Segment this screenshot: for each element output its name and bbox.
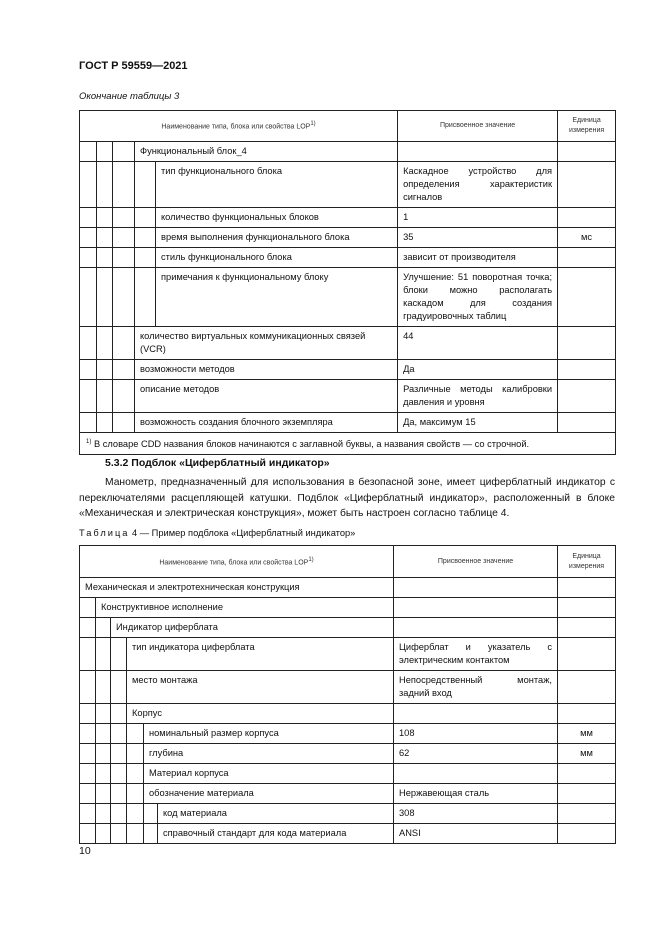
property-unit — [558, 578, 616, 598]
indent-cell — [97, 360, 113, 380]
table-row — [80, 618, 616, 638]
indent-cell — [113, 268, 135, 327]
property-unit — [558, 208, 616, 228]
property-value: Улучшение: 51 поворотная точка; блоки можно располагать каскадом для создания градуировочных таблиц — [398, 268, 558, 327]
column-header-name: Наименование типа, блока или свойства LOP$^{1)}$ — [80, 111, 398, 142]
indent-cell — [127, 724, 144, 744]
table-row — [80, 724, 616, 744]
indent-cell — [113, 413, 135, 433]
indent-cell — [97, 413, 113, 433]
indent-cell — [127, 764, 144, 784]
property-unit — [558, 784, 616, 804]
table-row — [80, 248, 616, 268]
property-value: 1 — [398, 208, 558, 228]
property-name: возможность создания блочного экземпляра — [135, 413, 398, 433]
table-row — [80, 804, 616, 824]
property-value: Циферблат и указатель с электрическим контактом — [394, 638, 558, 671]
indent-cell — [113, 208, 135, 228]
indent-cell — [80, 704, 96, 724]
property-unit — [558, 268, 616, 327]
indent-cell — [111, 671, 127, 704]
property-unit — [558, 142, 616, 162]
indent-cell — [80, 327, 97, 360]
property-value: Различные методы калибровки давления и уровня — [398, 380, 558, 413]
indent-cell — [135, 208, 156, 228]
indent-cell — [96, 804, 111, 824]
property-unit — [558, 327, 616, 360]
indent-cell — [135, 268, 156, 327]
property-unit — [558, 162, 616, 208]
table-4 — [79, 545, 616, 844]
property-name: Механическая и электротехническая конструкция — [80, 578, 394, 598]
property-name: Индикатор циферблата — [111, 618, 394, 638]
property-name: стиль функционального блока — [156, 248, 398, 268]
property-value: 62 — [394, 744, 558, 764]
property-value — [394, 704, 558, 724]
indent-cell — [80, 380, 97, 413]
column-header-name: Наименование типа, блока или свойства LOP$^{1)}$ — [80, 546, 394, 578]
property-name: код материала — [158, 804, 394, 824]
indent-cell — [80, 764, 96, 784]
property-unit — [558, 704, 616, 724]
indent-cell — [80, 413, 97, 433]
property-value: Каскадное устройство для определения характеристик сигналов — [398, 162, 558, 208]
property-name: глубина — [144, 744, 394, 764]
indent-cell — [127, 804, 144, 824]
indent-cell — [113, 380, 135, 413]
indent-cell — [96, 671, 111, 704]
indent-cell — [127, 744, 144, 764]
property-value: 308 — [394, 804, 558, 824]
property-unit — [558, 618, 616, 638]
table-row — [80, 327, 616, 360]
indent-cell — [97, 268, 113, 327]
indent-cell — [127, 784, 144, 804]
indent-cell — [96, 724, 111, 744]
table-row — [80, 413, 616, 433]
property-name: Материал корпуса — [144, 764, 394, 784]
property-name: справочный стандарт для кода материала — [158, 824, 394, 844]
section-paragraph: Манометр, предназначенный для использования в безопасной зоне, имеет циферблатный индикатор с переключателями расцепляющей катушки. Подблок «Циферблатный индикатор», расположенный в блоке «Механическая и электрическая конструкция», может быть настроен согласно таблице 4. — [79, 477, 615, 519]
property-value: Да, максимум 15 — [398, 413, 558, 433]
section-heading: 5.3.2 Подблок «Циферблатный индикатор» — [105, 457, 330, 469]
property-unit — [558, 824, 616, 844]
indent-cell — [111, 744, 127, 764]
indent-cell — [80, 162, 97, 208]
property-name: количество функциональных блоков — [156, 208, 398, 228]
table-row — [80, 228, 616, 248]
table-row — [80, 360, 616, 380]
indent-cell — [96, 764, 111, 784]
property-unit: мс — [558, 228, 616, 248]
property-value — [394, 578, 558, 598]
property-name: описание методов — [135, 380, 398, 413]
indent-cell — [97, 208, 113, 228]
indent-cell — [80, 784, 96, 804]
table-4-caption: Таблица 4 — Пример подблока «Циферблатный индикатор» — [79, 528, 356, 538]
indent-cell — [97, 380, 113, 413]
indent-cell — [80, 744, 96, 764]
property-name: время выполнения функционального блока — [156, 228, 398, 248]
indent-cell — [96, 704, 111, 724]
indent-cell — [80, 804, 96, 824]
indent-cell — [80, 208, 97, 228]
table-row — [80, 598, 616, 618]
property-name: тип функционального блока — [156, 162, 398, 208]
property-unit: мм — [558, 724, 616, 744]
table-row — [80, 142, 616, 162]
indent-cell — [80, 598, 96, 618]
table-row — [80, 162, 616, 208]
property-unit — [558, 638, 616, 671]
table-3 — [79, 110, 616, 455]
table-row — [80, 268, 616, 327]
indent-cell — [113, 248, 135, 268]
column-header-unit: Единица измерения — [558, 111, 616, 142]
indent-cell — [111, 804, 127, 824]
indent-cell — [97, 228, 113, 248]
property-value — [398, 142, 558, 162]
property-name: Корпус — [127, 704, 394, 724]
indent-cell — [111, 824, 127, 844]
column-header-unit: Единица измерения — [558, 546, 616, 578]
indent-cell — [113, 228, 135, 248]
indent-cell — [80, 638, 96, 671]
indent-cell — [80, 268, 97, 327]
property-value: ANSI — [394, 824, 558, 844]
property-name: номинальный размер корпуса — [144, 724, 394, 744]
property-value: 35 — [398, 228, 558, 248]
table-row — [80, 744, 616, 764]
indent-cell — [113, 327, 135, 360]
indent-cell — [96, 784, 111, 804]
property-unit — [558, 248, 616, 268]
indent-cell — [80, 228, 97, 248]
indent-cell — [80, 248, 97, 268]
indent-cell — [80, 360, 97, 380]
property-name: количество виртуальных коммуникационных связей (VCR) — [135, 327, 398, 360]
indent-cell — [111, 784, 127, 804]
table-row — [80, 671, 616, 704]
property-name: возможности методов — [135, 360, 398, 380]
table-footnote: $^{1)}$ В словаре CDD названия блоков начинаются с заглавной буквы, а названия свойств — со строчной. — [80, 433, 616, 455]
indent-cell — [97, 248, 113, 268]
table-continuation-label: Окончание таблицы 3 — [79, 91, 180, 102]
indent-cell — [96, 824, 111, 844]
property-value — [394, 618, 558, 638]
property-name: Конструктивное исполнение — [96, 598, 394, 618]
indent-cell — [80, 724, 96, 744]
indent-cell — [111, 638, 127, 671]
property-name: Функциональный блок_4 — [135, 142, 398, 162]
table-row — [80, 638, 616, 671]
property-name: тип индикатора циферблата — [127, 638, 394, 671]
indent-cell — [135, 248, 156, 268]
indent-cell — [80, 824, 96, 844]
table-row — [80, 764, 616, 784]
property-name: место монтажа — [127, 671, 394, 704]
property-unit — [558, 380, 616, 413]
indent-cell — [96, 618, 111, 638]
indent-cell — [96, 638, 111, 671]
property-name: обозначение материала — [144, 784, 394, 804]
indent-cell — [80, 618, 96, 638]
property-unit — [558, 598, 616, 618]
property-value: Непосредственный монтаж, задний вход — [394, 671, 558, 704]
indent-cell — [96, 744, 111, 764]
property-unit — [558, 413, 616, 433]
property-unit — [558, 671, 616, 704]
property-unit — [558, 764, 616, 784]
table-row — [80, 824, 616, 844]
indent-cell — [111, 724, 127, 744]
property-name: примечания к функциональному блоку — [156, 268, 398, 327]
property-value — [394, 598, 558, 618]
indent-cell — [144, 824, 158, 844]
indent-cell — [97, 327, 113, 360]
table-row — [80, 704, 616, 724]
property-unit — [558, 804, 616, 824]
property-unit — [558, 360, 616, 380]
indent-cell — [97, 142, 113, 162]
indent-cell — [127, 824, 144, 844]
indent-cell — [111, 704, 127, 724]
indent-cell — [113, 142, 135, 162]
property-value: Нержавеющая сталь — [394, 784, 558, 804]
property-value: зависит от производителя — [398, 248, 558, 268]
indent-cell — [135, 162, 156, 208]
document-id: ГОСТ Р 59559—2021 — [79, 60, 188, 72]
column-header-value: Присвоенное значение — [398, 111, 558, 142]
table-row — [80, 578, 616, 598]
page-number: 10 — [79, 845, 91, 857]
indent-cell — [135, 228, 156, 248]
property-value: 108 — [394, 724, 558, 744]
property-unit: мм — [558, 744, 616, 764]
table-row — [80, 380, 616, 413]
indent-cell — [97, 162, 113, 208]
indent-cell — [80, 671, 96, 704]
table-row — [80, 208, 616, 228]
indent-cell — [111, 764, 127, 784]
property-value — [394, 764, 558, 784]
table-row — [80, 784, 616, 804]
property-value: Да — [398, 360, 558, 380]
column-header-value: Присвоенное значение — [394, 546, 558, 578]
indent-cell — [144, 804, 158, 824]
indent-cell — [113, 360, 135, 380]
property-value: 44 — [398, 327, 558, 360]
indent-cell — [80, 142, 97, 162]
indent-cell — [113, 162, 135, 208]
